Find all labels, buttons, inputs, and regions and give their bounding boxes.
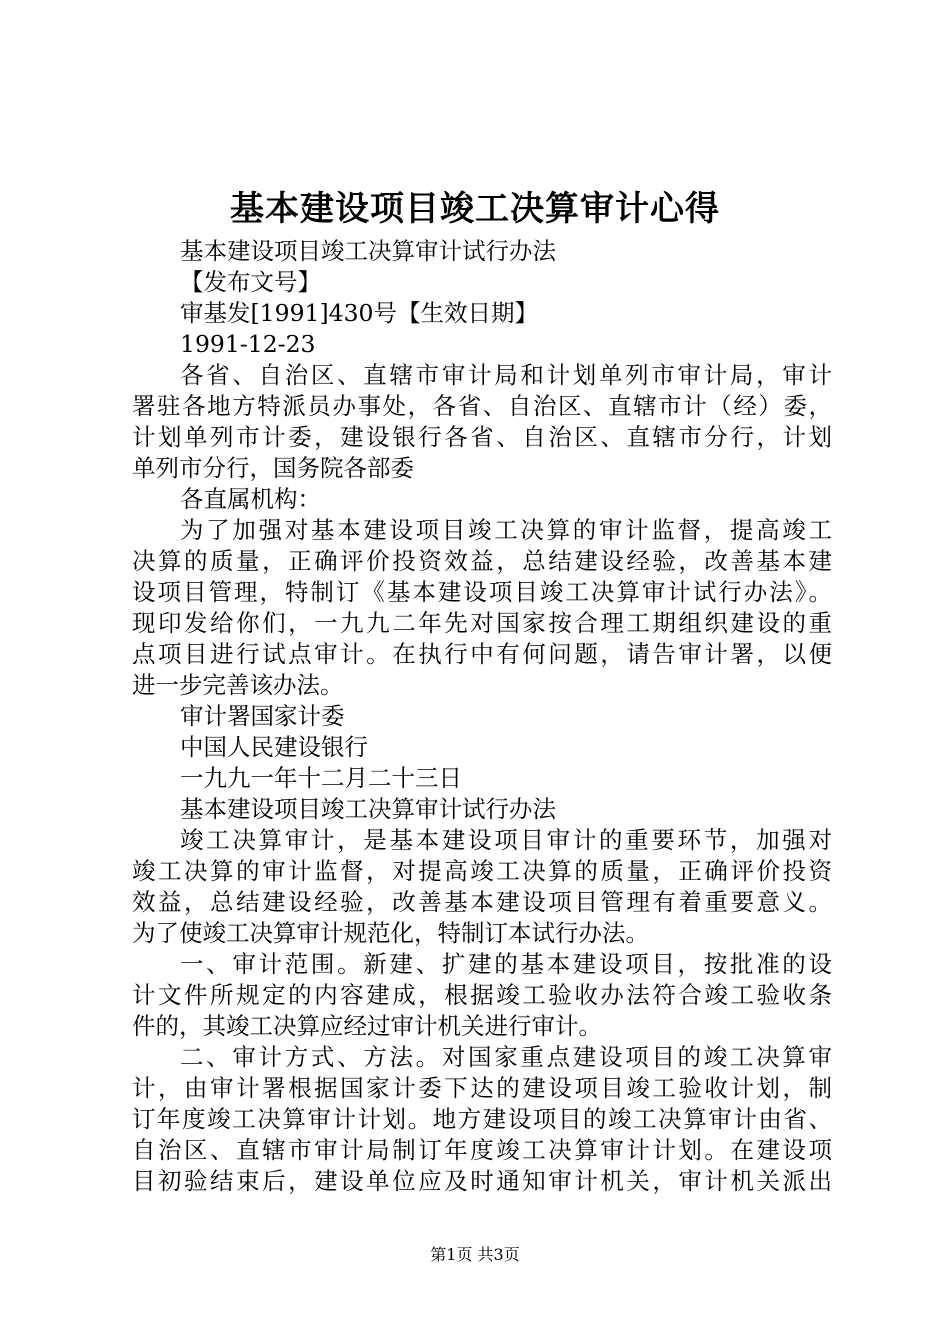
text-line: 计划单列市计委，建设银行各省、自治区、直辖市分行，计划 [132, 423, 832, 451]
text-line: 为了加强对基本建设项目竣工决算的审计监督，提高竣工 [180, 516, 832, 544]
text-line: 一、审计范围。新建、扩建的基本建设项目，按批准的设 [180, 950, 832, 978]
text-line: 审基发[1991]430号【生效日期】 [180, 299, 538, 327]
text-line: 竣工决算的审计监督，对提高竣工决算的质量，正确评价投资 [132, 857, 832, 885]
text-line: 各直属机构： [180, 485, 321, 513]
text-line: 件的，其竣工决算应经过审计机关进行审计。 [132, 1012, 602, 1040]
text-line: 1991-12-23 [180, 330, 316, 358]
page-footer: 第1页 共3页 [430, 1245, 520, 1264]
text-line: 中国人民建设银行 [180, 733, 368, 761]
text-line: 一九九一年十二月二十三日 [180, 764, 462, 792]
text-line: 署驻各地方特派员办事处，各省、自治区、直辖市计（经）委， [132, 392, 832, 420]
text-line: 进一步完善该办法。 [132, 671, 344, 699]
text-line: 单列市分行，国务院各部委 [132, 454, 414, 482]
text-line: 自治区、直辖市审计局制订年度竣工决算审计计划。在建设项 [132, 1136, 832, 1164]
text-line: 效益，总结建设经验，改善基本建设项目管理有着重要意义。 [132, 888, 832, 916]
text-line: 【发布文号】 [180, 268, 321, 296]
text-line: 审计署国家计委 [180, 702, 345, 730]
text-line: 订年度竣工决算审计计划。地方建设项目的竣工决算审计由省、 [132, 1105, 832, 1133]
document-title: 基本建设项目竣工决算审计心得 [230, 189, 720, 229]
text-line: 计文件所规定的内容建成，根据竣工验收办法符合竣工验收条 [132, 981, 832, 1009]
text-line: 计，由审计署根据国家计委下达的建设项目竣工验收计划，制 [132, 1074, 832, 1102]
text-line: 现印发给你们，一九九二年先对国家按合理工期组织建设的重 [132, 609, 832, 637]
text-line: 决算的质量，正确评价投资效益，总结建设经验，改善基本建 [132, 547, 832, 575]
text-line: 基本建设项目竣工决算审计试行办法 [180, 795, 556, 823]
text-line: 基本建设项目竣工决算审计试行办法 [180, 237, 556, 265]
text-line: 设项目管理，特制订《基本建设项目竣工决算审计试行办法》。 [132, 578, 832, 606]
text-line: 目初验结束后，建设单位应及时通知审计机关，审计机关派出 [132, 1167, 832, 1195]
text-line: 各省、自治区、直辖市审计局和计划单列市审计局，审计 [180, 361, 832, 389]
text-line: 竣工决算审计，是基本建设项目审计的重要环节，加强对 [180, 826, 832, 854]
text-line: 为了使竣工决算审计规范化，特制订本试行办法。 [132, 919, 649, 947]
document-body [132, 236, 832, 1197]
text-line: 二、审计方式、方法。对国家重点建设项目的竣工决算审 [180, 1043, 832, 1071]
text-line: 点项目进行试点审计。在执行中有何问题，请告审计署，以便 [132, 640, 832, 668]
